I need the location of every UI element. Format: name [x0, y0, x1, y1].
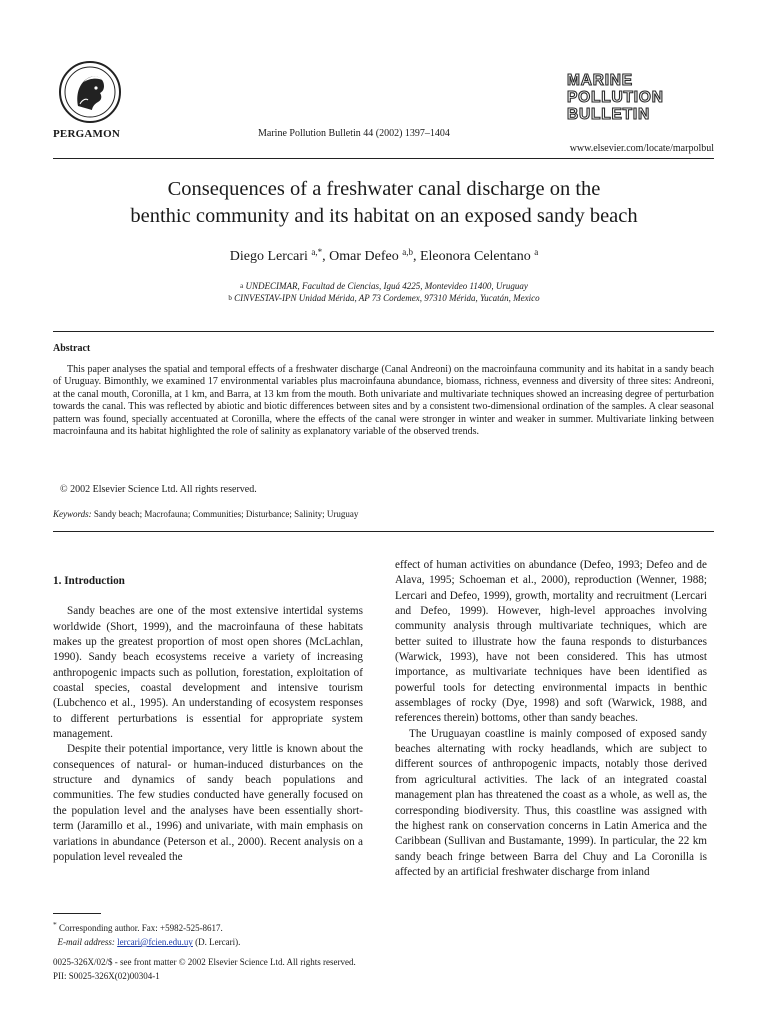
journal-wordmark-line: MARINE [567, 72, 633, 89]
affiliation-text: UNDECIMAR, Facultad de Ciencias, Iguá 4225, Montevideo 11400, Uruguay [245, 281, 528, 291]
keywords-line [53, 509, 358, 519]
author-name: Omar Defeo [329, 249, 399, 264]
affiliation-line [60, 280, 708, 292]
footnote-email-line [53, 935, 240, 949]
body-column-right [395, 558, 707, 880]
affiliation-line [60, 292, 708, 304]
article-title [60, 176, 708, 230]
email-label: E-mail address: [57, 937, 115, 947]
section-heading: 1. Introduction [53, 575, 125, 587]
author-separator: , [322, 249, 330, 264]
footnote-divider [53, 913, 101, 914]
author-affil-mark: a,b [402, 247, 413, 257]
footnote-text: Corresponding author. Fax: +5982-525-8617. [59, 923, 223, 933]
abstract-copyright: © 2002 Elsevier Science Ltd. All rights reserved. [60, 484, 257, 495]
footnote-corresponding [53, 918, 240, 935]
author-separator: , [412, 249, 420, 264]
publisher-logo-emblem [58, 60, 122, 124]
author-name: Diego Lercari [229, 249, 308, 264]
author-affil-mark: a [534, 247, 539, 257]
front-matter [53, 955, 356, 983]
affiliations [60, 280, 708, 304]
abstract-body: This paper analyses the spatial and temporal effects of a freshwater discharge (Canal Andreoni) on the macroinfauna community and its habitat in a sandy beach of Uruguay. Bimonthly, we examined 17 environmental variables plus macroinfauna abundance, biomass, richness, evenness and diversity of three sites: Andreoni, at the canal mouth, Coronilla, at 1 km, and Barra, at 13 km from the mouth. Both univariate and multivariate techniques showed an increasing degree of perturbation towards the canal. This was reflected by abiotic and biotic differences between sites and by a consistent two-dimensional ordination of the samples. A clear seasonal pattern was found, specially accentuated at Coronilla, where the effects of the canal were stronger in winter and weaker in summer. Multivariate linking between macroinfauna and its habitat highlighted the role of salinity as explanatory variable of the observed trends. [53, 364, 714, 438]
pii-line: PII: S0025-326X(02)00304-1 [53, 971, 160, 981]
journal-url-link[interactable]: www.elsevier.com/locate/marpolbul [569, 143, 714, 154]
affiliation-mark: a [240, 282, 244, 290]
email-link[interactable]: lercari@fcien.edu.uy [117, 937, 193, 947]
author-affil-mark: a,* [311, 247, 323, 257]
journal-wordmark-line: BULLETIN [567, 106, 651, 123]
footnote [53, 918, 240, 949]
body-column-left [53, 574, 363, 865]
journal-wordmark-line: POLLUTION [567, 89, 664, 106]
abstract-divider [53, 531, 714, 532]
author-name: Eleonora Celentano [419, 249, 531, 264]
title-divider [53, 331, 714, 332]
email-suffix: (D. Lercari). [192, 937, 241, 947]
affiliation-mark: b [228, 294, 232, 302]
abstract-heading: Abstract [53, 343, 91, 354]
body-paragraph: effect of human activities on abundance (Defeo, 1993; Defeo and de Alava, 1995; Schoeman et al., 2000), reproduction (Wenner, 1988; Lercari and Defeo, 1999), growth, mortality and recruitment (Lercari and Defeo, 1999). However, high-level approaches involving community analysis through multivariate techniques, which are better suited to illustrate how the fauna responds to disturbances (Warwick, 1993), have not been considered. This has utmost importance, as multivariate techniques have been identified as powerful tools for detecting environmental impacts in benthic assemblages of rocky (Dye, 1998) and soft (Warwick, 1988, and references therein) bottoms, other than sandy beaches. [395, 559, 707, 725]
header-divider [53, 158, 714, 159]
journal-citation: Marine Pollution Bulletin 44 (2002) 1397–1404 [258, 128, 450, 139]
body-paragraph: The Uruguayan coastline is mainly composed of exposed sandy beaches alternating with rocky headlands, which are subject to different sources of anthropogenic impacts, notably those derived from agricultural activities. The lack of an integrated coastal management plan has threatened the coast as a whole, as well as, the corresponding biodiversity. Thus, this coastline was assigned with the highest rank on conservation concerns in Latin America and the Caribbean (Sullivan and Bustamante, 1999). In particular, the 22 km sandy beach fringe between Barra del Chuy and La Coronilla is affected by an artificial freshwater discharge from inland [395, 727, 707, 878]
author-list [60, 249, 708, 265]
keywords-label: Keywords: [53, 509, 92, 519]
title-line: benthic community and its habitat on an exposed sandy beach [130, 205, 638, 227]
footnote-star: * [53, 920, 57, 929]
publisher-name: PERGAMON [53, 128, 120, 140]
title-line: Consequences of a freshwater canal discharge on the [167, 178, 601, 200]
keywords-list: Sandy beach; Macrofauna; Communities; Disturbance; Salinity; Uruguay [93, 509, 359, 519]
issn-line: 0025-326X/02/$ - see front matter © 2002 Elsevier Science Ltd. All rights reserved. [53, 957, 356, 967]
affiliation-text: CINVESTAV-IPN Unidad Mérida, AP 73 Cordemex, 97310 Mérida, Yucatán, Mexico [234, 293, 540, 303]
body-paragraph: Sandy beaches are one of the most extensive intertidal systems worldwide (Short, 1999), and the macroinfauna of these habitats makes up the greatest proportion of most open shores (McLachlan, 1990). Sandy beach ecosystems receive a variety of increasing anthropogenic impacts such as pollution, forestation, exploitation of coastal species, coastal development and intensive tourism (Lubchenco et al., 1995). An understanding of ecosystem responses to different perturbations is essential for appropriate system management. [53, 605, 363, 741]
journal-wordmark [567, 72, 707, 123]
body-paragraph: Despite their potential importance, very little is known about the consequences of natural- or human-induced disturbances on the structure and dynamics of sandy beach populations and communities. The few studies conducted have generally focused on the population level and the analyses have been essentially short-term (Jaramillo et al., 1996) and univariate, with main emphasis on variations in abundance (Peterson et al., 2000). Recent analysis on a population level revealed the [53, 743, 363, 863]
